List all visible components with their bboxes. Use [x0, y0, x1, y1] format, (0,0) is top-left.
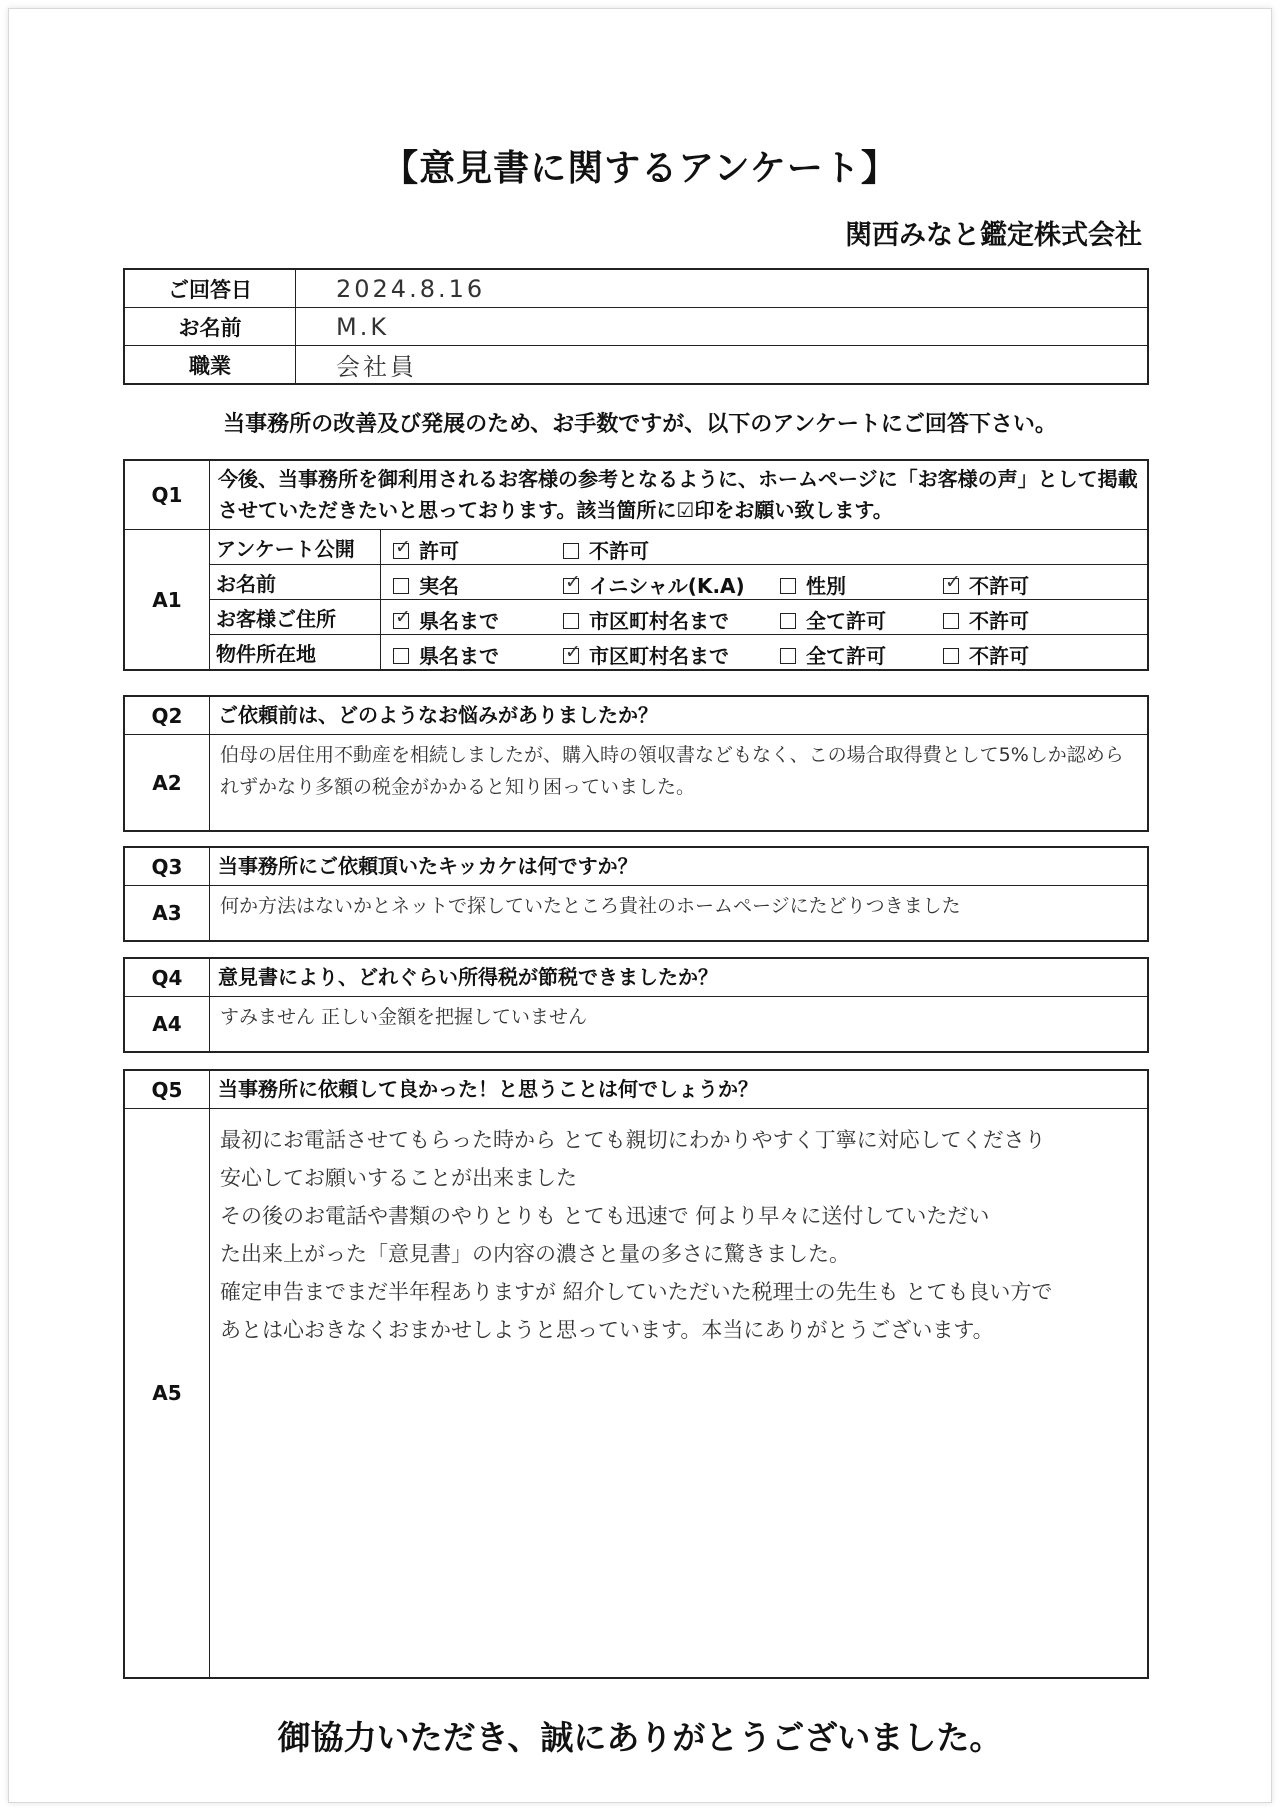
q4-question: 意見書により、どれぐらい所得税が節税できましたか？ [210, 958, 1149, 997]
q5-table [123, 1069, 1149, 1679]
a5-answer-line: その後のお電話や書類のやりとりも とても迅速で 何より早々に送付していただい [220, 1204, 990, 1228]
checkbox[interactable] [393, 648, 409, 664]
checkbox[interactable] [393, 578, 409, 594]
option-publish-deny[interactable]: 不許可 [563, 535, 649, 564]
a5-answer-line: た出来上がった「意見書」の内容の濃さと量の多さに驚きました。 [220, 1242, 850, 1266]
page-title: 【意見書に関するアンケート】 [382, 148, 898, 189]
q2-table [123, 695, 1149, 832]
option-address-prefecture[interactable]: ✓ 県名まで [393, 605, 499, 634]
a5-label: A5 [124, 1109, 210, 1679]
a1-options [381, 565, 1147, 599]
q2-question: ご依頼前は、どのようなお悩みがありましたか？ [210, 696, 1149, 735]
q3-label: Q3 [124, 847, 210, 886]
q1-label: Q1 [124, 460, 210, 530]
date-value: 2024.8.16 [296, 269, 1149, 308]
a3-row [124, 886, 1148, 942]
option-address-city[interactable]: 市区町村名まで [563, 605, 729, 634]
job-row [124, 346, 1148, 385]
q3-question: 当事務所にご依頼頂いたキッカケは何ですか？ [210, 847, 1149, 886]
option-gender[interactable]: 性別 [780, 570, 846, 599]
checkbox-checked[interactable] [393, 543, 409, 559]
job-value: 会社員 [296, 346, 1149, 385]
q2-row [124, 696, 1148, 735]
a5-row [124, 1109, 1148, 1679]
a1-label: A1 [124, 530, 210, 671]
a4-answer: すみません 正しい金額を把握していません [210, 997, 1149, 1053]
q4-row [124, 958, 1148, 997]
checkbox-checked[interactable] [563, 578, 579, 594]
option-address-all[interactable]: 全て許可 [780, 605, 886, 634]
q2-label: Q2 [124, 696, 210, 735]
q5-question: 当事務所に依頼して良かった！と思うことは何でしょうか？ [210, 1070, 1149, 1109]
job-label: 職業 [124, 346, 296, 385]
q4-label: Q4 [124, 958, 210, 997]
date-row [124, 269, 1148, 308]
a3-answer: 何か方法はないかとネットで探していたところ貴社のホームページにたどりつきました [210, 886, 1149, 942]
option-property-city[interactable]: ✓ 市区町村名まで [563, 640, 729, 669]
a5-answer-line: 確定申告までまだ半年程ありますが 紹介していただいた税理士の先生も とても良い方で [220, 1280, 1053, 1304]
name-value: M.K [296, 308, 1149, 346]
option-name-deny[interactable]: ✓ 不許可 [943, 570, 1029, 599]
a1-row-property [124, 635, 1148, 671]
a5-answer [210, 1109, 1149, 1679]
intro-text: 当事務所の改善及び発展のため、お手数ですが、以下のアンケートにご回答下さい。 [223, 412, 1057, 437]
q1-question: 今後、当事務所を御利用されるお客様の参考となるように、ホームページに「お客様の声」として掲載させていただきたいと思っております。該当箇所に☑印をお願い致します。 [210, 460, 1149, 530]
respondent-info-table [123, 268, 1149, 385]
date-label: ご回答日 [124, 269, 296, 308]
a4-row [124, 997, 1148, 1053]
a1-row-label: 物件所在地 [210, 635, 381, 671]
q5-label: Q5 [124, 1070, 210, 1109]
a1-row-label: お名前 [210, 565, 381, 600]
a1-row-address [124, 600, 1148, 635]
option-property-prefecture[interactable]: 県名まで [393, 640, 499, 669]
closing-message: 御協力いただき、誠にありがとうございました。 [277, 1718, 1003, 1757]
option-property-all[interactable]: 全て許可 [780, 640, 886, 669]
checkbox[interactable] [780, 648, 796, 664]
q1-row [124, 460, 1148, 530]
q3-row [124, 847, 1148, 886]
q4-table [123, 957, 1149, 1053]
a2-label: A2 [124, 735, 210, 832]
checkbox[interactable] [943, 613, 959, 629]
checkbox[interactable] [780, 613, 796, 629]
option-real-name[interactable]: 実名 [393, 570, 459, 599]
a5-answer-line: 最初にお電話させてもらった時から とても親切にわかりやすく丁寧に対応してくださり [220, 1128, 1046, 1152]
option-address-deny[interactable]: 不許可 [943, 605, 1029, 634]
a5-answer-line: あとは心おきなくおまかせしようと思っています。本当にありがとうございます。 [220, 1318, 994, 1342]
name-label: お名前 [124, 308, 296, 346]
checkbox-checked[interactable] [563, 648, 579, 664]
a1-row-label: お客様ご住所 [210, 600, 381, 635]
a2-row [124, 735, 1148, 832]
name-row [124, 308, 1148, 346]
a3-label: A3 [124, 886, 210, 942]
a2-answer: 伯母の居住用不動産を相続しましたが、購入時の領収書などもなく、この場合取得費として5%しか認められずかなり多額の税金がかかると知り困っていました。 [210, 735, 1149, 832]
a1-row-name [124, 565, 1148, 600]
a1-row-publish [124, 530, 1148, 565]
option-property-deny[interactable]: 不許可 [943, 640, 1029, 669]
a1-options [381, 530, 1147, 564]
checkbox[interactable] [563, 543, 579, 559]
checkbox-checked[interactable] [943, 578, 959, 594]
q3-table [123, 846, 1149, 942]
a4-label: A4 [124, 997, 210, 1053]
q1-table [123, 459, 1149, 671]
a5-answer-line: 安心してお願いすることが出来ました [220, 1166, 577, 1190]
q5-row [124, 1070, 1148, 1109]
checkbox[interactable] [780, 578, 796, 594]
checkbox-checked[interactable] [393, 613, 409, 629]
option-initials[interactable]: ✓ イニシャル(K.A) [563, 570, 745, 599]
a1-options [381, 635, 1147, 669]
company-name: 関西みなと鑑定株式会社 [845, 220, 1142, 251]
a1-row-label: アンケート公開 [210, 530, 381, 565]
checkbox[interactable] [943, 648, 959, 664]
option-publish-allow[interactable]: ✓ 許可 [393, 535, 459, 564]
a1-options [381, 600, 1147, 634]
checkbox[interactable] [563, 613, 579, 629]
